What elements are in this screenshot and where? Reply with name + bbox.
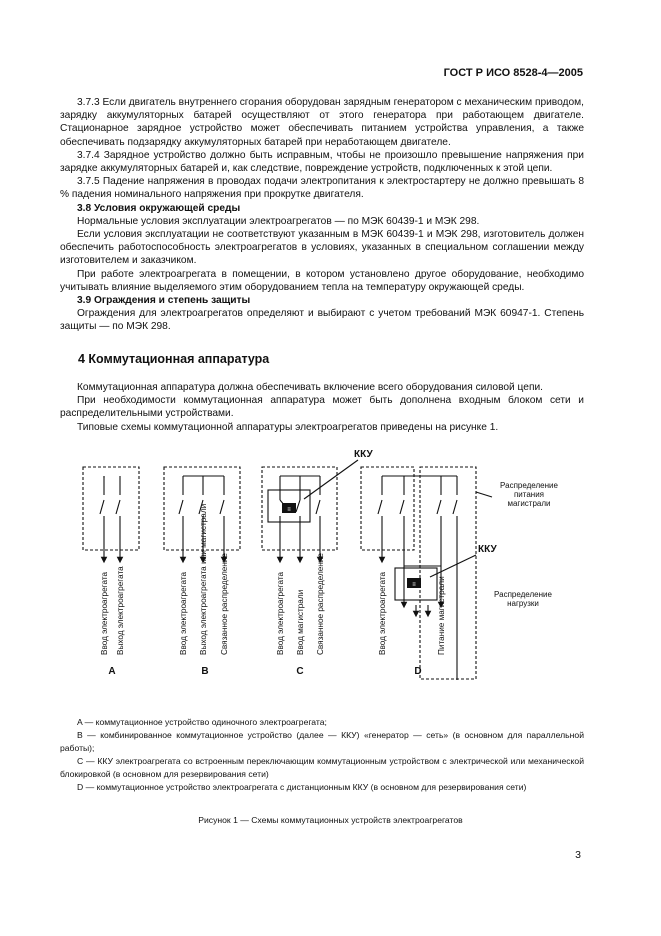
diagram-a-enclosure: [83, 467, 139, 550]
diagram-d-mains-enclosure: [420, 467, 476, 679]
diagram-a-switches: [100, 476, 120, 560]
paragraph-4-3: Типовые схемы коммутационной аппаратуры электроагрегатов приведены на рисунке 1.: [77, 421, 499, 433]
mains-distribution-label: Распределение питания магистрали: [500, 481, 558, 508]
c-input-label: Ввод электроагрегата: [276, 571, 285, 655]
b-output-label: Выход электроагрегата или магистрали: [199, 503, 208, 655]
paragraph-3-7-4: 3.7.4 Зарядное устройство должно быть исправным, чтобы не произошло превышение напряжения при зарядке аккумуляторных батарей и, как следствие, повреждение устройств, подключенных к этой цепи.: [60, 149, 584, 175]
figure-caption: Рисунок 1 — Схемы коммутационных устройств электроагрегатов: [198, 815, 463, 825]
section-4-title: 4 Коммутационная аппаратура: [78, 352, 270, 366]
d-input-label: Ввод электроагрегата: [378, 571, 387, 655]
diagram-d-genset-enclosure: [361, 467, 414, 550]
paragraph-3-8-3: При работе электроагрегата в помещении, в котором установлено другое оборудование, необходимо учитывать влияние выделяемого этим оборудованием тепла на температуру окружающей среды.: [60, 268, 584, 293]
legend-d: D — коммутационное устройство электроагрегата с дистанционным ККУ (в основном для резервирования сети): [77, 782, 527, 792]
paragraph-3-7-5: 3.7.5 Падение напряжения в проводах подачи электропитания к электростартеру не должно превышать 8 % падения номинального напряжения при прокрутке двигателя.: [60, 176, 584, 201]
b-distribution-label: Связанное распределение: [220, 553, 229, 655]
page-number: 3: [575, 849, 581, 861]
diagram-label-d: D: [414, 666, 422, 677]
legend-a: A — коммутационное устройство одиночного электроагрегата;: [77, 717, 327, 727]
kku-symbols: [282, 503, 421, 588]
diagram-label-a: A: [108, 666, 116, 677]
paragraph-3-7-3: 3.7.3 Если двигатель внутреннего сгорания оборудован зарядным генератором с механическим приводом, зарядку аккумуляторных батарей осуществляют от этого генератора при работающем двигателе. Стационарное зарядное устройство может обеспечивать питанием устройства управления, а также обеспечивать подзарядку аккумуляторных батарей при неработающем двигателе.: [60, 97, 584, 148]
paragraph-3-9-1: Ограждения для электроагрегатов определяют и выбирают с учетом требований МЭК 60947-1. Степень защиты — по МЭК 298.: [60, 308, 584, 333]
paragraph-3-8-2: Если условия эксплуатации не соответствуют указанным в МЭК 60439-1 и МЭК 298, изготовитель должен обеспечить работоспособность электроагрегатов в условиях, указанных в специальном соглашении между изготовителем и заказчиком.: [60, 229, 584, 267]
c-distribution-label: Связанное распределение: [316, 553, 325, 655]
diagram-label-c: C: [296, 666, 304, 677]
figure-legend: [60, 716, 584, 794]
d-mains-label: Питание магистрали: [437, 576, 446, 655]
diagram-label-b: B: [201, 666, 209, 677]
heading-3-8: 3.8 Условия окружающей среды: [77, 202, 241, 214]
paragraph-3-8-1: Нормальные условия эксплуатации электроагрегатов — по МЭК 60439-1 и МЭК 298.: [77, 215, 480, 227]
legend-c: C — ККУ электроагрегата со встроенным переключающим коммутационным устройством с электрической или механической блокировкой (в основном для резервирования сети): [60, 756, 584, 779]
load-distribution-label: Распределение нагрузки: [494, 590, 552, 608]
legend-b: B — комбинированное коммутационное устройство (далее — ККУ) «генератор — сеть» (в основном для параллельной работы);: [60, 730, 584, 753]
kku-top-label: ККУ: [354, 449, 373, 460]
heading-3-9: 3.9 Ограждения и степень защиты: [77, 295, 251, 307]
b-input-label: Ввод электроагрегата: [179, 571, 188, 655]
a-output-label: Выход электроагрегата: [116, 566, 125, 655]
paragraph-4-1: Коммутационная аппаратура должна обеспечивать включение всего оборудования силовой цепи.: [77, 382, 543, 393]
document-code-header: ГОСТ Р ИСО 8528-4—2005: [443, 67, 583, 79]
svg-text:≡: ≡: [287, 507, 291, 513]
svg-text:≡: ≡: [412, 582, 416, 588]
kku-d-label: ККУ: [478, 544, 497, 555]
paragraph-4-2: При необходимости коммутационная аппаратура может быть дополнена входным блоком сети и распределительными устройствами.: [60, 395, 584, 420]
c-mains-label: Ввод магистрали: [296, 589, 305, 655]
a-input-label: Ввод электроагрегата: [100, 571, 109, 655]
